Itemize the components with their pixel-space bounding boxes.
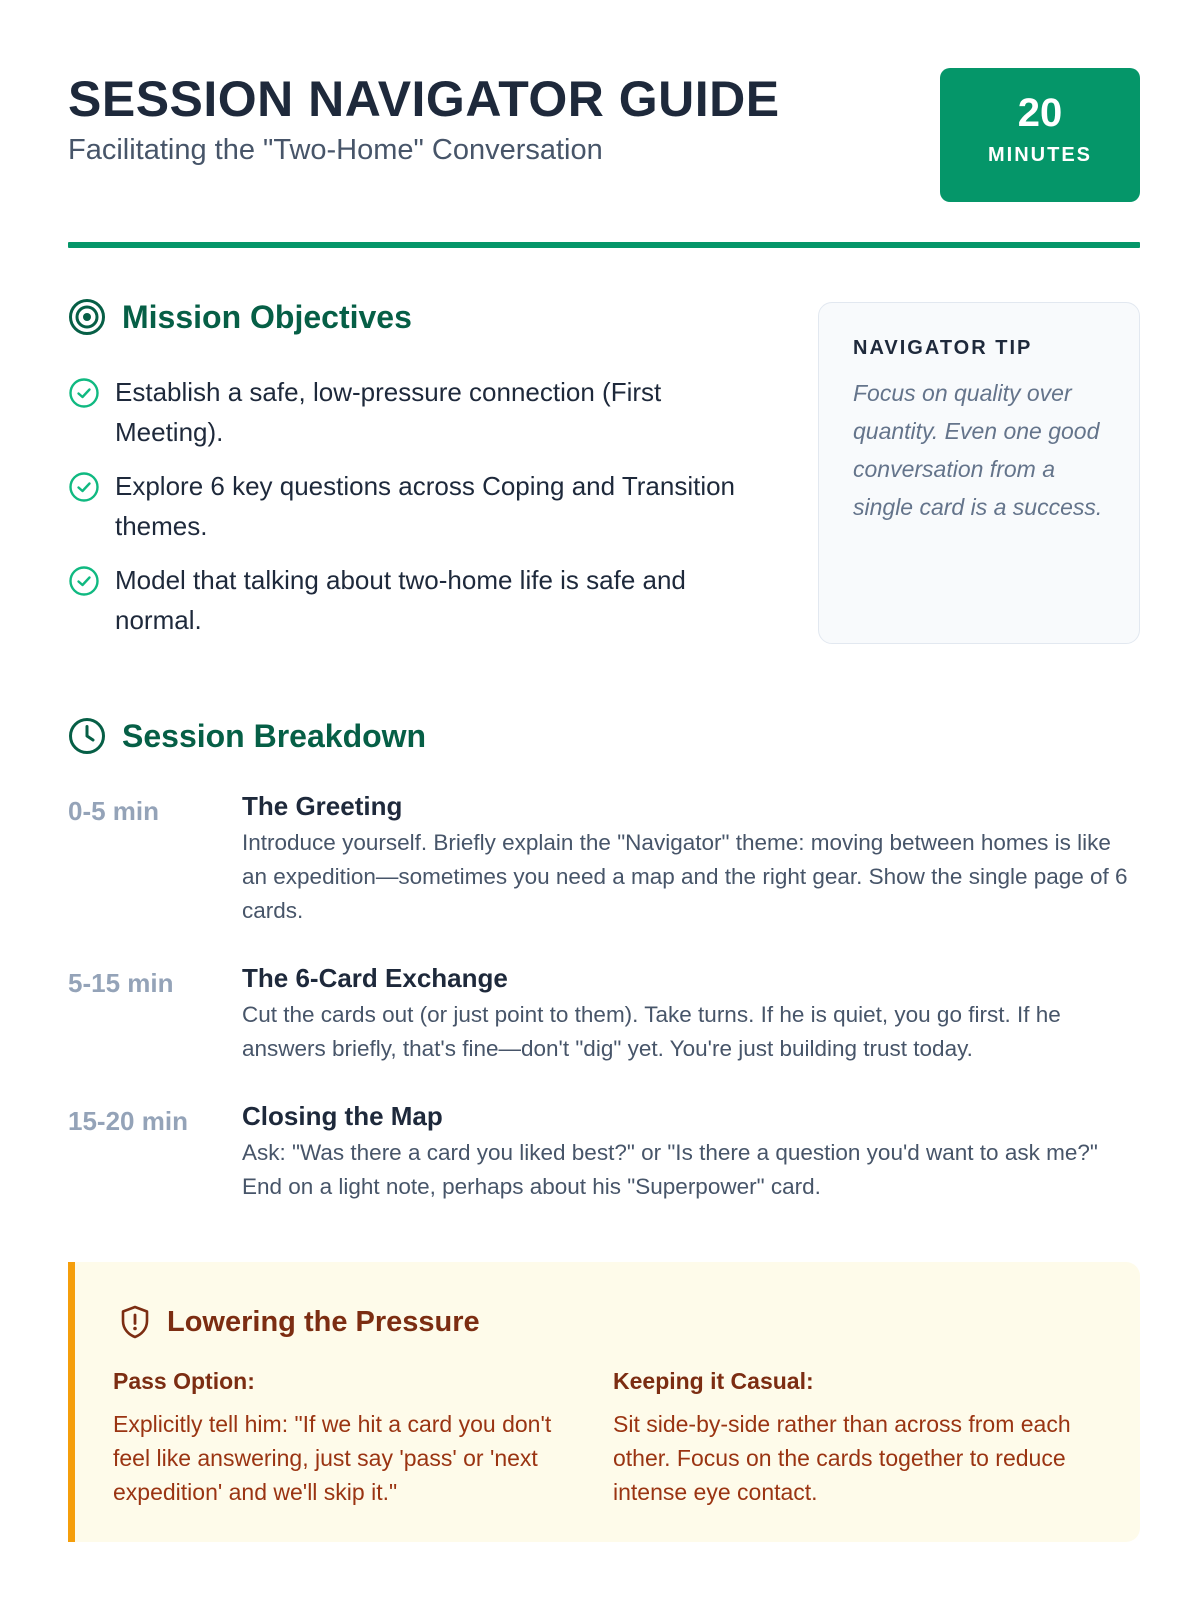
navigator-tip-card — [818, 302, 1140, 644]
column-body: Sit side-by-side rather than across from each other. Focus on the cards together to reduce intense eye contact. — [613, 1411, 1071, 1505]
step-title: The Greeting — [242, 791, 403, 821]
column-body: Explicitly tell him: "If we hit a card you don't feel like answering, just say 'pass' or 'next expedition' and we'll skip it." — [113, 1411, 552, 1505]
step-time: 15-20 min — [68, 1106, 188, 1136]
pressure-heading — [117, 1304, 480, 1340]
pass-option-column — [113, 1368, 583, 1509]
check-circle-icon — [68, 471, 100, 503]
clock-icon — [68, 717, 106, 755]
step-title: The 6-Card Exchange — [242, 963, 508, 993]
check-circle-icon — [68, 565, 100, 597]
step-description: Introduce yourself. Briefly explain the "Navigator" theme: moving between homes is like an expedition—sometimes you need a map and the right gear. Show the single page of 6 cards. — [242, 830, 1128, 923]
guide-page — [68, 0, 1140, 1600]
list-item — [68, 560, 768, 640]
tip-title: NAVIGATOR TIP — [853, 337, 1033, 359]
step-title: Closing the Map — [242, 1101, 443, 1131]
step-time: 5-15 min — [68, 968, 174, 998]
duration-number: 20 — [1017, 91, 1063, 135]
step-description: Ask: "Was there a card you liked best?" or "Is there a question you'd want to ask me?" End on a light note, perhaps about his "Superpower" card. — [242, 1140, 1098, 1199]
target-icon — [68, 298, 106, 336]
header — [68, 62, 1140, 202]
objectives-heading — [68, 298, 412, 336]
breakdown-heading — [68, 717, 426, 755]
objectives-title: Mission Objectives — [122, 298, 412, 335]
objectives-list — [68, 372, 768, 654]
check-circle-icon — [68, 377, 100, 409]
step-closing — [68, 1100, 1140, 1204]
page-subtitle: Facilitating the "Two-Home" Conversation — [68, 134, 603, 166]
shield-alert-icon — [117, 1304, 153, 1340]
breakdown-title: Session Breakdown — [122, 717, 427, 754]
duration-unit: MINUTES — [988, 144, 1092, 166]
objective-text: Model that talking about two-home life is safe and normal. — [115, 565, 686, 635]
keeping-casual-column — [613, 1368, 1093, 1509]
step-greeting — [68, 790, 1140, 928]
step-description: Cut the cards out (or just point to them). Take turns. If he is quiet, you go first. If he answers briefly, that's fine—don't "dig" yet. You're just building trust today. — [242, 1002, 1061, 1061]
list-item — [68, 466, 768, 546]
list-item — [68, 372, 768, 452]
session-steps — [68, 790, 1140, 1238]
step-time: 0-5 min — [68, 796, 160, 826]
step-card-exchange — [68, 962, 1140, 1066]
objective-text: Explore 6 key questions across Coping and Transition themes. — [115, 471, 736, 541]
tip-body: Focus on quality over quantity. Even one good conversation from a single card is a success. — [853, 380, 1103, 520]
header-divider — [68, 242, 1140, 248]
page-title: SESSION NAVIGATOR GUIDE — [68, 71, 780, 127]
objective-text: Establish a safe, low-pressure connection (First Meeting). — [115, 377, 662, 447]
column-title: Pass Option: — [113, 1368, 255, 1394]
duration-badge — [940, 68, 1140, 202]
column-title: Keeping it Casual: — [613, 1368, 814, 1394]
pressure-title: Lowering the Pressure — [167, 1305, 480, 1338]
pressure-callout — [68, 1262, 1140, 1542]
